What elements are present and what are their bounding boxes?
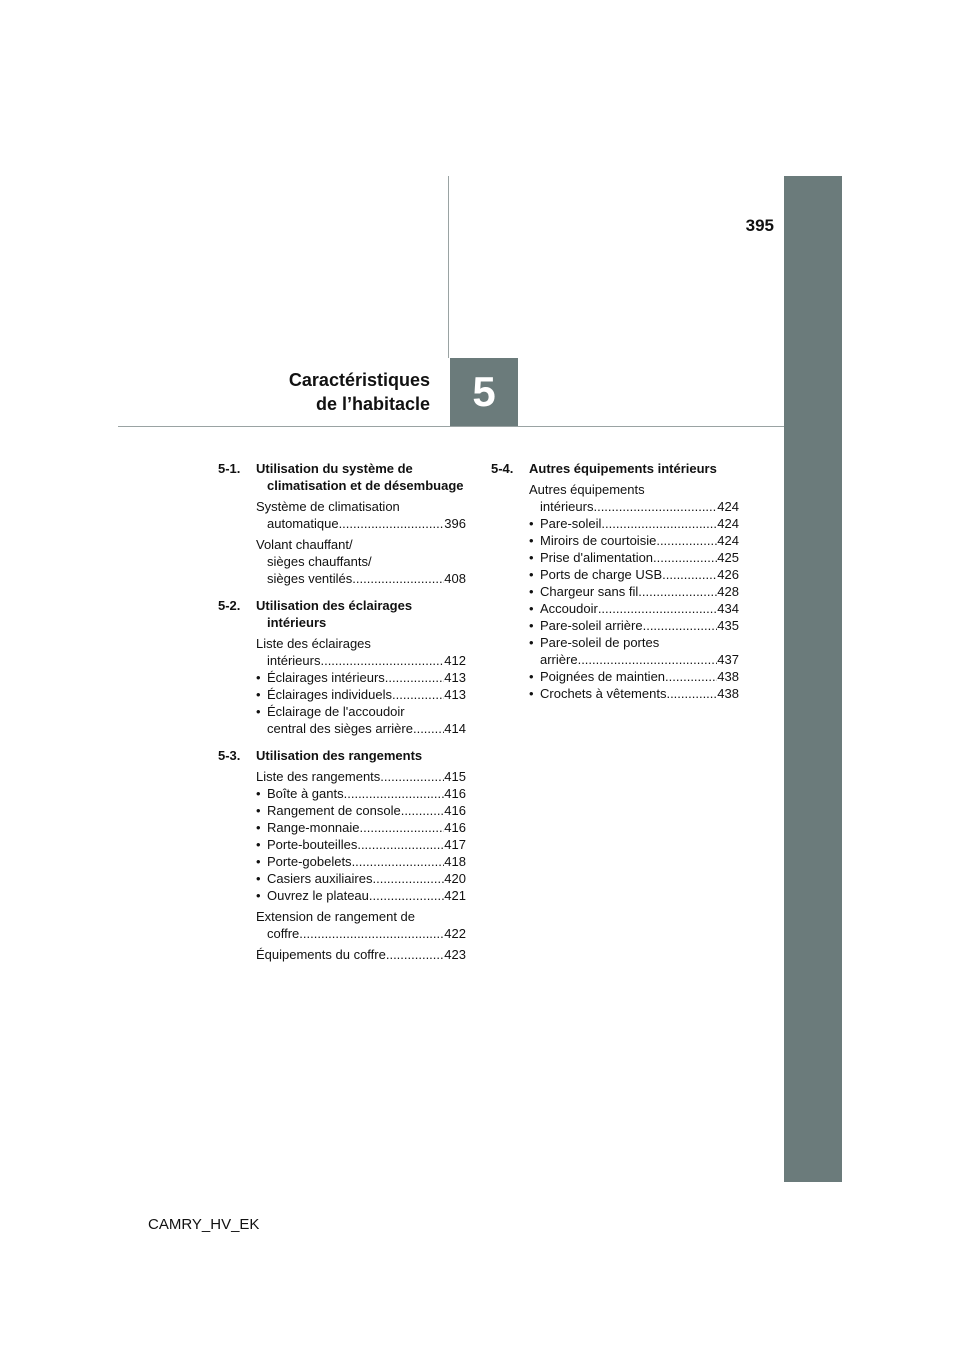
toc-entry[interactable]: Équipements du coffre ..... 423 xyxy=(256,946,466,963)
page-ref: 416 xyxy=(444,803,466,818)
leader-dots xyxy=(665,668,717,685)
toc-entry[interactable]: Système de climatisation automatique ..... 396 xyxy=(256,498,466,532)
header-horizontal-rule xyxy=(118,426,784,427)
leader-dots xyxy=(352,853,445,870)
leader-dots xyxy=(344,785,445,802)
bullet-icon: • xyxy=(256,786,261,801)
toc-subentry[interactable]: • Accoudoir ..... 434 xyxy=(529,600,739,617)
bullet-icon: • xyxy=(529,669,534,684)
toc-subentry[interactable]: • Miroirs de courtoisie ..... 424 xyxy=(529,532,739,549)
page-ref: 415 xyxy=(444,769,466,784)
leader-dots xyxy=(638,583,717,600)
toc-right-column xyxy=(491,460,739,712)
bullet-icon: • xyxy=(256,888,261,903)
toc-subentry[interactable]: • Porte-bouteilles ..... 417 xyxy=(256,836,466,853)
toc-left-column xyxy=(218,460,466,973)
section-heading[interactable] xyxy=(218,747,466,764)
toc-subentry[interactable]: • Range-monnaie ..... 416 xyxy=(256,819,466,836)
page-ref: 413 xyxy=(444,670,466,685)
bullet-icon: • xyxy=(256,837,261,852)
toc-subentry[interactable]: • Ouvrez le plateau ..... 421 xyxy=(256,887,466,904)
section-title: Utilisation du système de climatisation et de désembuage xyxy=(256,461,464,493)
toc-subentry[interactable]: • Éclairages individuels ..... 413 xyxy=(256,686,466,703)
section-number: 5-2. xyxy=(218,598,241,613)
page-ref: 421 xyxy=(444,888,466,903)
header-vertical-rule xyxy=(448,176,449,358)
toc-subentry[interactable]: • Boîte à gants ..... 416 xyxy=(256,785,466,802)
bullet-icon: • xyxy=(529,584,534,599)
page-ref: 424 xyxy=(717,499,739,514)
toc-section-5-4 xyxy=(491,460,739,702)
toc-entry[interactable]: Liste des éclairages intérieurs ..... 412 • Éclairages intérieurs ..... 413 • Éclairages individuels ..... 413 • Éclairage de l'accoudoir central des sièges arrière ..... 414 xyxy=(256,635,466,737)
toc-subentry[interactable]: • Rangement de console ..... 416 xyxy=(256,802,466,819)
leader-dots xyxy=(369,887,444,904)
section-title: Utilisation des rangements xyxy=(256,748,423,763)
section-title: Autres équipements intérieurs xyxy=(529,461,717,476)
toc-subentry[interactable]: • Porte-gobelets ..... 418 xyxy=(256,853,466,870)
bullet-icon: • xyxy=(529,686,534,701)
toc-section-5-3 xyxy=(218,747,466,963)
toc-subentry[interactable]: • Pare-soleil arrière ..... 435 xyxy=(529,617,739,634)
toc-subentry[interactable]: • Pare-soleil de portes arrière ..... 437 xyxy=(529,634,739,668)
bullet-icon: • xyxy=(529,550,534,565)
leader-dots xyxy=(352,570,444,587)
toc-subentry[interactable]: • Casiers auxiliaires ..... 420 xyxy=(256,870,466,887)
section-number: 5-4. xyxy=(491,461,514,476)
leader-dots xyxy=(392,686,444,703)
bullet-icon: • xyxy=(256,871,261,886)
leader-dots xyxy=(357,836,444,853)
page-ref: 417 xyxy=(444,837,466,852)
leader-dots xyxy=(360,819,445,836)
toc-subentry[interactable]: • Prise d'alimentation ..... 425 xyxy=(529,549,739,566)
leader-dots xyxy=(643,617,718,634)
toc-entry[interactable]: Volant chauffant/ sièges chauffants/ sièges ventilés ..... 408 xyxy=(256,536,466,587)
page-ref: 420 xyxy=(444,871,466,886)
page-ref: 416 xyxy=(444,786,466,801)
leader-dots xyxy=(653,549,717,566)
page-ref: 416 xyxy=(444,820,466,835)
leader-dots xyxy=(578,651,718,668)
page-ref: 424 xyxy=(717,516,739,531)
page-ref: 412 xyxy=(444,653,466,668)
chapter-side-tab xyxy=(784,176,842,1182)
page-ref: 437 xyxy=(717,652,739,667)
leader-dots xyxy=(593,498,717,515)
section-number: 5-1. xyxy=(218,461,241,476)
section-heading[interactable] xyxy=(218,597,466,631)
document-code: CAMRY_HV_EK xyxy=(148,1216,260,1233)
section-heading[interactable] xyxy=(491,460,739,477)
bullet-icon: • xyxy=(529,601,534,616)
bullet-icon: • xyxy=(256,687,261,702)
toc-subentry[interactable]: • Pare-soleil ..... 424 xyxy=(529,515,739,532)
page-ref: 413 xyxy=(444,687,466,702)
chapter-title-line2: de l’habitacle xyxy=(315,394,430,414)
page-ref: 423 xyxy=(444,947,466,962)
bullet-icon: • xyxy=(529,635,534,650)
toc-subentry[interactable]: • Poignées de maintien ..... 438 xyxy=(529,668,739,685)
bullet-icon: • xyxy=(256,670,261,685)
page-number: 395 xyxy=(745,216,774,235)
toc-section-5-2 xyxy=(218,597,466,737)
chapter-title-line1: Caractéristiques xyxy=(288,370,430,390)
toc-subentry[interactable]: • Éclairage de l'accoudoir central des sièges arrière ..... 414 xyxy=(256,703,466,737)
bullet-icon: • xyxy=(529,533,534,548)
leader-dots xyxy=(385,669,445,686)
leader-dots xyxy=(401,802,445,819)
page-ref: 438 xyxy=(717,669,739,684)
page-ref: 434 xyxy=(717,601,739,616)
toc-entry[interactable]: Autres équipements intérieurs ..... 424 • Pare-soleil ..... 424 • Miroirs de courtoisie ..... 424 • Prise d'alimentation ..... 425 • Ports de charge USB ..... 426 • Chargeur sans fil ..... 428 • Accoudoir ..... 434 • Pare-soleil arrière ..... 435 • Pare-soleil de portes arrière ..... 437 • Poignées de maintien ..... 438 • Crochets à vêtements ..... 438 xyxy=(529,481,739,702)
toc-entry[interactable]: Extension de rangement de coffre ..... 422 xyxy=(256,908,466,942)
page-ref: 424 xyxy=(717,533,739,548)
toc-subentry[interactable]: • Crochets à vêtements ..... 438 xyxy=(529,685,739,702)
chapter-number-box: 5 xyxy=(450,358,518,426)
chapter-title xyxy=(289,368,430,416)
leader-dots xyxy=(601,515,717,532)
leader-dots xyxy=(598,600,717,617)
leader-dots xyxy=(666,685,717,702)
bullet-icon: • xyxy=(256,854,261,869)
bullet-icon: • xyxy=(256,803,261,818)
bullet-icon: • xyxy=(529,567,534,582)
toc-subentry[interactable]: • Ports de charge USB ..... 426 xyxy=(529,566,739,583)
leader-dots xyxy=(662,566,717,583)
leader-dots xyxy=(413,720,444,737)
leader-dots xyxy=(339,515,445,532)
bullet-icon: • xyxy=(529,516,534,531)
section-heading[interactable] xyxy=(218,460,466,494)
toc-entry[interactable]: Liste des rangements ..... 415 • Boîte à gants ..... 416 • Rangement de console ..... 416 • Range-monnaie ..... 416 • Porte-bouteilles ..... 417 • Porte-gobelets ..... 418 • Casiers auxiliaires ..... 420 • Ouvrez le plateau ..... 421 xyxy=(256,768,466,904)
bullet-icon: • xyxy=(256,820,261,835)
page-ref: 426 xyxy=(717,567,739,582)
page-ref: 428 xyxy=(717,584,739,599)
page-ref: 408 xyxy=(444,571,466,586)
bullet-icon: • xyxy=(529,618,534,633)
leader-dots xyxy=(656,532,717,549)
leader-dots xyxy=(372,870,444,887)
page-ref: 425 xyxy=(717,550,739,565)
page-ref: 435 xyxy=(717,618,739,633)
toc-subentry[interactable]: • Éclairages intérieurs ..... 413 xyxy=(256,669,466,686)
leader-dots xyxy=(320,652,444,669)
section-title: Utilisation des éclairages intérieurs xyxy=(256,598,413,630)
page-ref: 422 xyxy=(444,926,466,941)
page-ref: 418 xyxy=(444,854,466,869)
leader-dots xyxy=(299,925,444,942)
leader-dots xyxy=(380,768,444,785)
page-ref: 396 xyxy=(444,516,466,531)
page-ref: 438 xyxy=(717,686,739,701)
toc-subentry[interactable]: • Chargeur sans fil ..... 428 xyxy=(529,583,739,600)
bullet-icon: • xyxy=(256,704,261,719)
toc-section-5-1 xyxy=(218,460,466,587)
page-ref: 414 xyxy=(444,721,466,736)
leader-dots xyxy=(386,946,444,963)
section-number: 5-3. xyxy=(218,748,241,763)
